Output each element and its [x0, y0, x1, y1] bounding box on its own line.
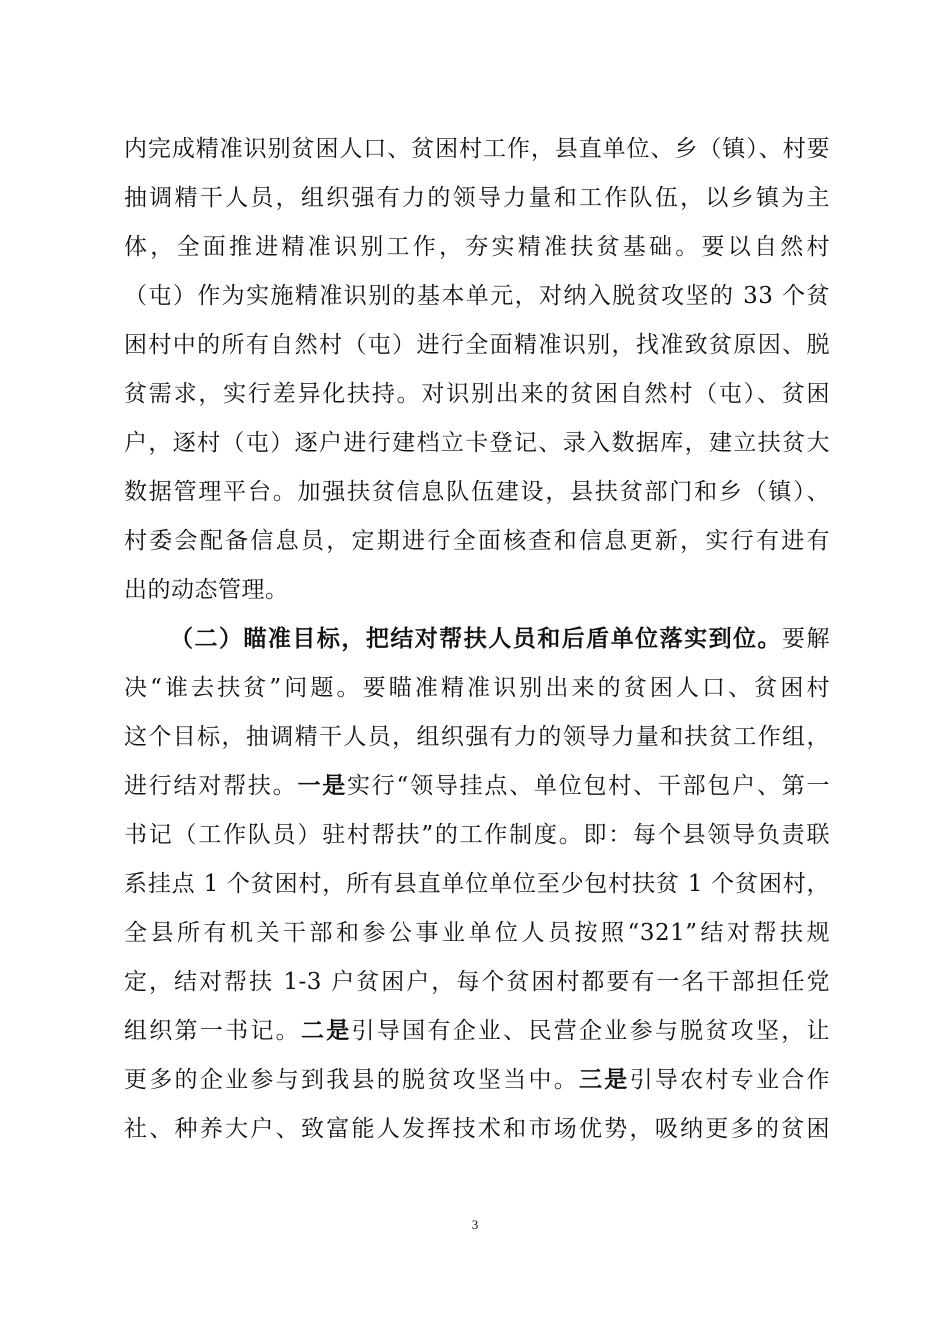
text-line: 书记（工作队员）驻村帮扶”的工作制度。即：每个县领导负责联 — [124, 822, 830, 848]
text-line: 定，结对帮扶 1-3 户贫困户，每个贫困村都要有一名干部担任党 — [124, 969, 830, 995]
text-line: 系挂点 1 个贫困村，所有县直单位单位至少包村扶贫 1 个贫困村， — [124, 871, 830, 897]
text-span: 引导国有企业、民营企业参与脱贫攻坚，让 — [351, 1018, 830, 1044]
section-heading-line — [170, 623, 830, 655]
bold-marker: 一是 — [297, 772, 347, 799]
text-line: 数据管理平台。加强扶贫信息队伍建设，县扶贫部门和乡（镇）、 — [124, 479, 830, 505]
text-span: 进行结对帮扶。 — [124, 773, 298, 799]
page-number: 3 — [471, 1217, 479, 1232]
text-span: 更多的企业参与到我县的脱贫攻坚当中。 — [124, 1067, 579, 1093]
section-heading: （二）瞄准目标，把结对帮扶人员和后盾单位落实到位。 — [170, 625, 783, 652]
text-line: 全县所有机关干部和参公事业单位人员按照“321”结对帮扶规 — [124, 920, 830, 946]
text-line: 村委会配备信息员，定期进行全面核查和信息更新，实行有进有 — [124, 528, 830, 554]
text-line — [124, 770, 830, 802]
text-line: 这个目标，抽调精干人员，组织强有力的领导力量和扶贫工作组， — [124, 724, 830, 750]
text-span: 组织第一书记。 — [124, 1018, 301, 1044]
text-line: 困村中的所有自然村（屯）进行全面精准识别，找准致贫原因、脱 — [124, 332, 830, 358]
text-line: 贫需求，实行差异化扶持。对识别出来的贫困自然村（屯）、贫困 — [124, 381, 830, 407]
text-line: 抽调精干人员，组织强有力的领导力量和工作队伍，以乡镇为主 — [124, 185, 830, 211]
text-line — [124, 1064, 830, 1096]
text-line: 内完成精准识别贫困人口、贫困村工作，县直单位、乡（镇）、村要 — [124, 136, 830, 162]
bold-marker: 二是 — [300, 1017, 352, 1044]
text-span: 引导农村专业合作 — [629, 1067, 830, 1093]
text-line: （屯）作为实施精准识别的基本单元，对纳入脱贫攻坚的 33 个贫 — [124, 283, 830, 309]
text-span: 要解 — [782, 626, 830, 652]
text-line: 社、种养大户、致富能人发挥技术和市场优势，吸纳更多的贫困 — [124, 1116, 830, 1142]
bold-marker: 三是 — [579, 1066, 630, 1093]
text-line: 户，逐村（屯）逐户进行建档立卡登记、录入数据库，建立扶贫大 — [124, 430, 830, 456]
text-span: 实行“领导挂点、单位包村、干部包户、第一 — [347, 773, 830, 799]
text-line: 出的动态管理。 — [124, 577, 289, 603]
text-line: 体，全面推进精准识别工作，夯实精准扶贫基础。要以自然村 — [124, 234, 830, 260]
text-line — [124, 1015, 830, 1047]
text-line: 决“谁去扶贫”问题。要瞄准精准识别出来的贫困人口、贫困村 — [124, 675, 830, 701]
